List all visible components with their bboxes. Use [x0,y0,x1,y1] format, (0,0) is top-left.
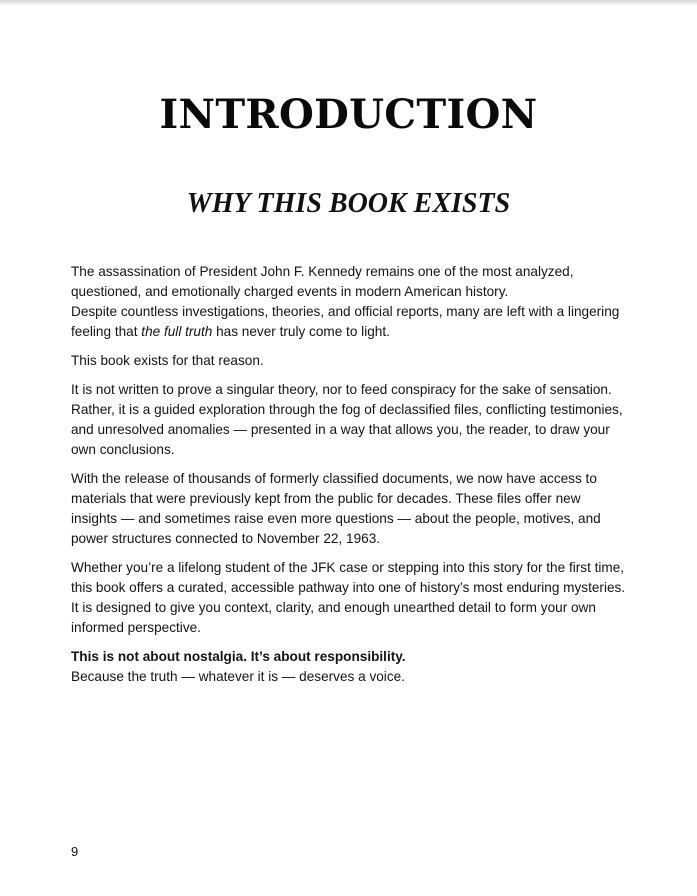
paragraph-1-line-2-after: has never truly come to light. [212,324,390,339]
closing-statement: Because the truth — whatever it is — deserves a voice. [71,669,405,684]
paragraph-5: Whether you’re a lifelong student of the JFK case or stepping into this story for the first time, this book offers a curated, accessible pathway into one of history’s most enduring mysteries. It is designed to give you context, clarity, and enough unearthed detail to form your own informed perspective. [71,560,626,635]
paragraph-1-line-1: The assassination of President John F. Kennedy remains one of the most analyzed, questioned, and emotionally charged events in modern American history. [71,264,574,299]
paragraph-1-line-2 [71,304,619,339]
paragraph-1-line-2-before: Despite countless investigations, theories, and official reports, many are left with a lingering feeling that [71,304,620,339]
paragraph-2: This book exists for that reason. [71,353,264,368]
paragraph-6 [71,647,627,687]
page-number: 9 [71,844,79,859]
body-text [71,262,627,696]
closing-statement-bold: This is not about nostalgia. It’s about responsibility. [71,649,406,664]
paragraph-4: With the release of thousands of formerly classified documents, we now have access to materials that were previously kept from the public for decades. These files offer new insights — and sometimes raise even more questions — about the people, motives, and power structures connected to November 22, 1963. [71,471,601,546]
paragraph-3: It is not written to prove a singular theory, nor to feed conspiracy for the sake of sensation. Rather, it is a guided exploration through the fog of declassified files, conflicting testimonies, and unresolved anomalies — presented in a way that allows you, the reader, to draw your own conclusions. [71,382,623,457]
chapter-subtitle: WHY THIS BOOK EXISTS [186,188,511,219]
emphasis-full-truth: the full truth [141,324,213,339]
chapter-title: INTRODUCTION [159,91,538,138]
paragraph-1 [71,262,627,342]
